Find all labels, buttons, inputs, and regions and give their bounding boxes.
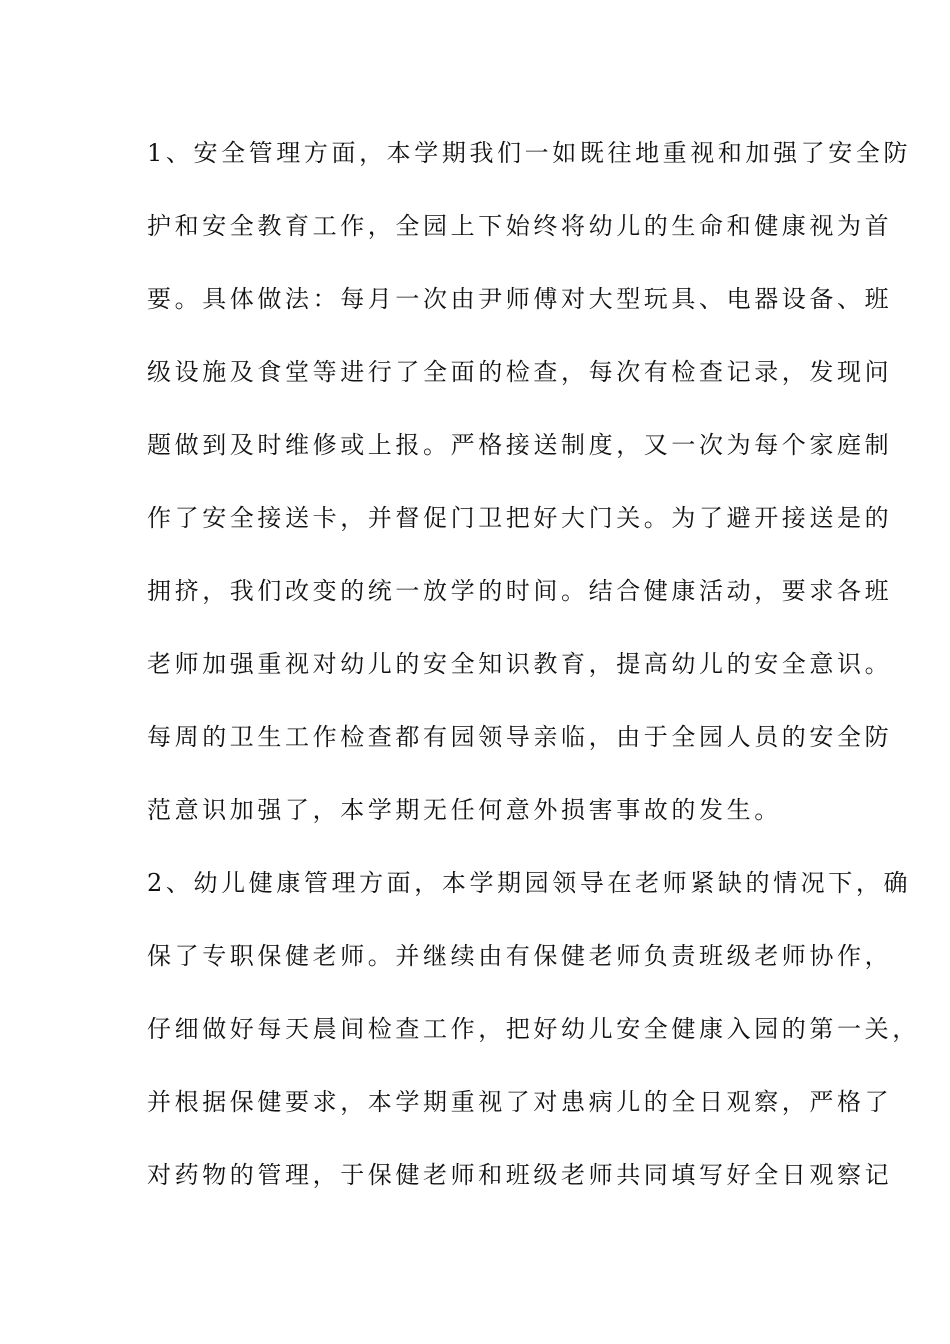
text-line: 并根据保健要求，本学期重视了对患病儿的全日观察，严格了	[147, 1088, 893, 1116]
text-line: 保了专职保健老师。并继续由有保健老师负责班级老师协作，	[147, 942, 893, 970]
text-line: 范意识加强了，本学期无任何意外损害事故的发生。	[147, 796, 782, 824]
text-line: 每周的卫生工作检查都有园领导亲临，由于全园人员的安全防	[147, 723, 893, 751]
text-line: 拥挤，我们改变的统一放学的时间。结合健康活动，要求各班	[147, 577, 893, 605]
text-line: 老师加强重视对幼儿的安全知识教育，提高幼儿的安全意识。	[147, 650, 893, 678]
text-line: 题做到及时维修或上报。严格接送制度，又一次为每个家庭制	[147, 431, 893, 459]
text-line: 仔细做好每天晨间检查工作，把好幼儿安全健康入园的第一关，	[147, 1015, 920, 1043]
text-line: 2、幼儿健康管理方面，本学期园领导在老师紧缺的情况下，确	[147, 869, 912, 897]
text-line: 级设施及食堂等进行了全面的检查，每次有检查记录，发现问	[147, 358, 893, 386]
text-line: 护和安全教育工作，全园上下始终将幼儿的生命和健康视为首	[147, 212, 893, 240]
text-line: 1、安全管理方面，本学期我们一如既往地重视和加强了安全防	[147, 139, 912, 167]
text-line: 要。具体做法：每月一次由尹师傅对大型玩具、电器设备、班	[147, 285, 893, 313]
text-line: 对药物的管理，于保健老师和班级老师共同填写好全日观察记	[147, 1161, 893, 1189]
text-line: 作了安全接送卡，并督促门卫把好大门关。为了避开接送是的	[147, 504, 893, 532]
